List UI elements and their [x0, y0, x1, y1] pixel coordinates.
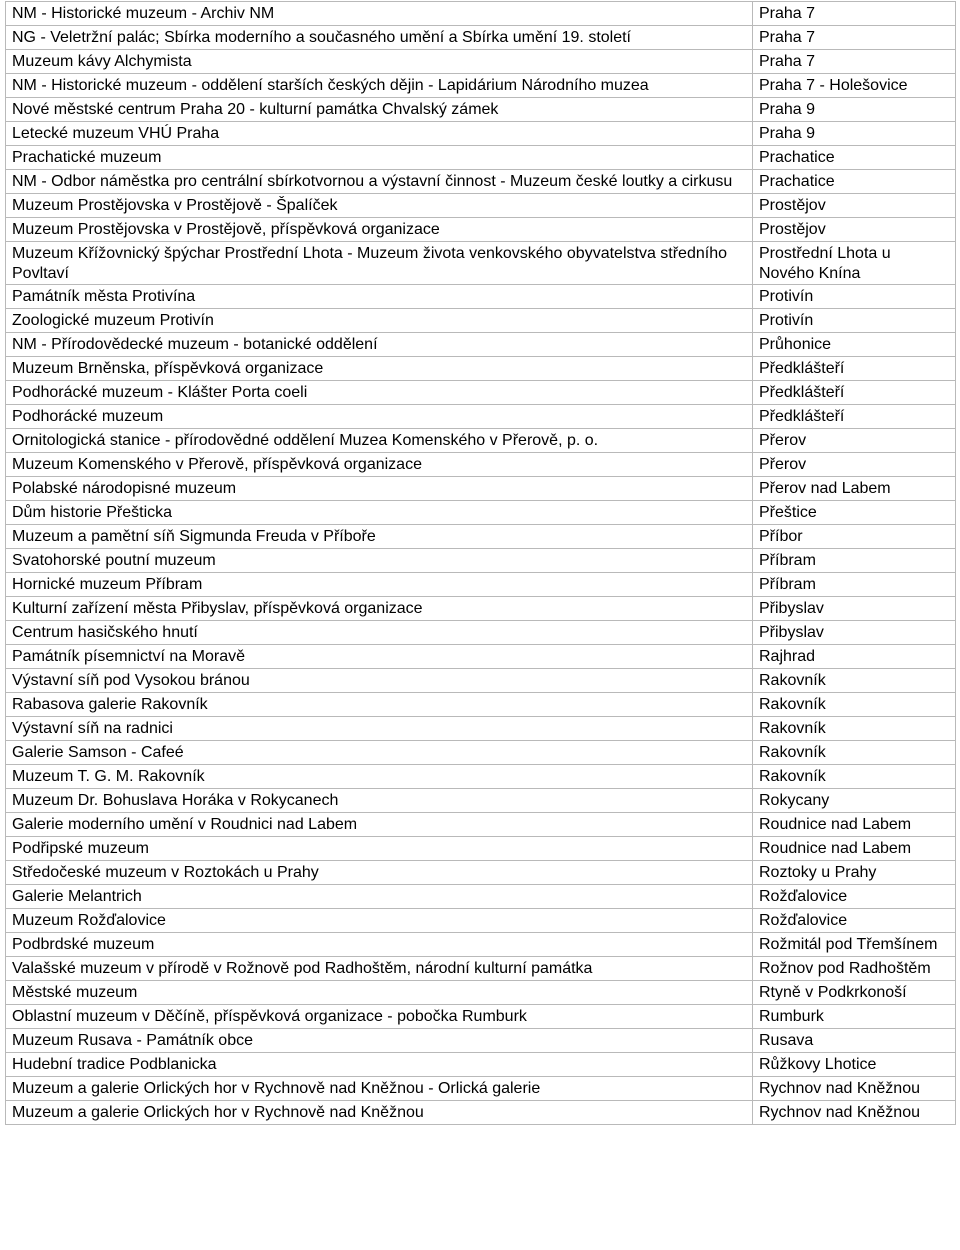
table-row: [6, 50, 956, 74]
museum-place-cell: Přibyslav: [753, 621, 956, 645]
table-row: [6, 381, 956, 405]
museum-place-cell: Praha 7: [753, 26, 956, 50]
museum-place-cell: Rumburk: [753, 1005, 956, 1029]
museum-name-cell: Prachatické muzeum: [6, 146, 753, 170]
museum-place-cell: Průhonice: [753, 333, 956, 357]
museum-name-cell: Muzeum Prostějovska v Prostějově - Špalíček: [6, 194, 753, 218]
museum-place-cell: Rožmitál pod Třemšínem: [753, 933, 956, 957]
museum-name-cell: Městské muzeum: [6, 981, 753, 1005]
table-row: [6, 1005, 956, 1029]
museum-name-cell: Podhorácké muzeum - Klášter Porta coeli: [6, 381, 753, 405]
museum-name-cell: Dům historie Přešticka: [6, 501, 753, 525]
museum-place-cell: Protivín: [753, 309, 956, 333]
museum-place-cell: Praha 9: [753, 98, 956, 122]
table-row: [6, 621, 956, 645]
museum-place-cell: Rakovník: [753, 765, 956, 789]
table-row: [6, 146, 956, 170]
museum-name-cell: Výstavní síň pod Vysokou bránou: [6, 669, 753, 693]
museum-name-cell: Oblastní muzeum v Děčíně, příspěvková organizace - pobočka Rumburk: [6, 1005, 753, 1029]
museum-place-cell: Roztoky u Prahy: [753, 861, 956, 885]
table-row: [6, 453, 956, 477]
museum-place-cell: Prostějov: [753, 194, 956, 218]
museum-table-body: [6, 2, 956, 1125]
museum-name-cell: Muzeum kávy Alchymista: [6, 50, 753, 74]
museum-place-cell: Rychnov nad Kněžnou: [753, 1077, 956, 1101]
museum-name-cell: Muzeum a pamětní síň Sigmunda Freuda v Příboře: [6, 525, 753, 549]
museum-name-cell: Svatohorské poutní muzeum: [6, 549, 753, 573]
museum-name-cell: Muzeum Prostějovska v Prostějově, příspěvková organizace: [6, 218, 753, 242]
museum-name-cell: Zoologické muzeum Protivín: [6, 309, 753, 333]
museum-place-cell: Přeštice: [753, 501, 956, 525]
table-row: [6, 2, 956, 26]
museum-name-cell: NM - Historické muzeum - Archiv NM: [6, 2, 753, 26]
museum-place-cell: Prostějov: [753, 218, 956, 242]
museum-name-cell: Muzeum Rusava - Památník obce: [6, 1029, 753, 1053]
museum-name-cell: NG - Veletržní palác; Sbírka moderního a současného umění a Sbírka umění 19. století: [6, 26, 753, 50]
museum-place-cell: Přibyslav: [753, 597, 956, 621]
museum-name-cell: Středočeské muzeum v Roztokách u Prahy: [6, 861, 753, 885]
museum-place-cell: Praha 7: [753, 50, 956, 74]
table-row: [6, 122, 956, 146]
table-row: [6, 645, 956, 669]
museum-place-cell: Prachatice: [753, 146, 956, 170]
museum-place-cell: Rakovník: [753, 741, 956, 765]
museum-name-cell: Podřipské muzeum: [6, 837, 753, 861]
table-row: [6, 1101, 956, 1125]
museum-name-cell: Muzeum Rožďalovice: [6, 909, 753, 933]
table-row: [6, 429, 956, 453]
museum-name-cell: Galerie Samson - Cafeé: [6, 741, 753, 765]
museum-place-cell: Rakovník: [753, 669, 956, 693]
museum-name-cell: Výstavní síň na radnici: [6, 717, 753, 741]
table-row: [6, 693, 956, 717]
museum-name-cell: Muzeum Komenského v Přerově, příspěvková organizace: [6, 453, 753, 477]
museum-name-cell: Památník města Protivína: [6, 285, 753, 309]
table-row: [6, 669, 956, 693]
museum-place-cell: Roudnice nad Labem: [753, 813, 956, 837]
table-row: [6, 170, 956, 194]
museum-name-cell: Podbrdské muzeum: [6, 933, 753, 957]
museum-name-cell: Muzeum Dr. Bohuslava Horáka v Rokycanech: [6, 789, 753, 813]
table-row: [6, 933, 956, 957]
table-row: [6, 717, 956, 741]
museum-place-cell: Předklášteří: [753, 381, 956, 405]
table-row: [6, 74, 956, 98]
table-row: [6, 981, 956, 1005]
museum-name-cell: Valašské muzeum v přírodě v Rožnově pod Radhoštěm, národní kulturní památka: [6, 957, 753, 981]
table-row: [6, 501, 956, 525]
table-row: [6, 765, 956, 789]
museum-name-cell: Galerie Melantrich: [6, 885, 753, 909]
table-row: [6, 98, 956, 122]
table-row: [6, 333, 956, 357]
museum-place-cell: Prachatice: [753, 170, 956, 194]
museum-place-cell: Rychnov nad Kněžnou: [753, 1101, 956, 1125]
museum-place-cell: Rožďalovice: [753, 885, 956, 909]
table-row: [6, 837, 956, 861]
museum-place-cell: Přerov: [753, 453, 956, 477]
table-row: [6, 477, 956, 501]
museum-name-cell: Hudební tradice Podblanicka: [6, 1053, 753, 1077]
museum-name-cell: Muzeum a galerie Orlických hor v Rychnově nad Kněžnou - Orlická galerie: [6, 1077, 753, 1101]
museum-name-cell: Galerie moderního umění v Roudnici nad Labem: [6, 813, 753, 837]
museum-place-cell: Rakovník: [753, 717, 956, 741]
museum-place-cell: Praha 9: [753, 122, 956, 146]
museum-place-cell: Příbram: [753, 549, 956, 573]
museum-name-cell: Muzeum Křížovnický špýchar Prostřední Lhota - Muzeum života venkovského obyvatelstva středního Povltaví: [6, 242, 753, 285]
museum-name-cell: Podhorácké muzeum: [6, 405, 753, 429]
museum-place-cell: Růžkovy Lhotice: [753, 1053, 956, 1077]
table-row: [6, 285, 956, 309]
table-row: [6, 549, 956, 573]
museum-place-cell: Předklášteří: [753, 357, 956, 381]
museum-name-cell: NM - Přírodovědecké muzeum - botanické oddělení: [6, 333, 753, 357]
museum-name-cell: NM - Odbor náměstka pro centrální sbírkotvornou a výstavní činnost - Muzeum české loutky a cirkusu: [6, 170, 753, 194]
museum-place-cell: Prostřední Lhota u Nového Knína: [753, 242, 956, 285]
museum-name-cell: Památník písemnictví na Moravě: [6, 645, 753, 669]
table-row: [6, 405, 956, 429]
museum-place-cell: Rajhrad: [753, 645, 956, 669]
museum-place-cell: Rožnov pod Radhoštěm: [753, 957, 956, 981]
museum-name-cell: Polabské národopisné muzeum: [6, 477, 753, 501]
museum-place-cell: Přerov: [753, 429, 956, 453]
museum-name-cell: Nové městské centrum Praha 20 - kulturní památka Chvalský zámek: [6, 98, 753, 122]
museum-name-cell: Kulturní zařízení města Přibyslav, příspěvková organizace: [6, 597, 753, 621]
table-row: [6, 789, 956, 813]
museum-table: [5, 1, 956, 1125]
museum-place-cell: Rokycany: [753, 789, 956, 813]
museum-name-cell: Muzeum a galerie Orlických hor v Rychnově nad Kněžnou: [6, 1101, 753, 1125]
museum-place-cell: Protivín: [753, 285, 956, 309]
museum-place-cell: Přerov nad Labem: [753, 477, 956, 501]
table-row: [6, 885, 956, 909]
museum-place-cell: Rakovník: [753, 693, 956, 717]
museum-name-cell: NM - Historické muzeum - oddělení starších českých dějin - Lapidárium Národního muzea: [6, 74, 753, 98]
museum-name-cell: Centrum hasičského hnutí: [6, 621, 753, 645]
museum-place-cell: Roudnice nad Labem: [753, 837, 956, 861]
museum-place-cell: Předklášteří: [753, 405, 956, 429]
museum-name-cell: Ornitologická stanice - přírodovědné oddělení Muzea Komenského v Přerově, p. o.: [6, 429, 753, 453]
table-row: [6, 242, 956, 285]
museum-name-cell: Rabasova galerie Rakovník: [6, 693, 753, 717]
table-row: [6, 861, 956, 885]
table-row: [6, 957, 956, 981]
table-row: [6, 909, 956, 933]
museum-name-cell: Letecké muzeum VHÚ Praha: [6, 122, 753, 146]
table-row: [6, 218, 956, 242]
table-row: [6, 813, 956, 837]
museum-place-cell: Příbram: [753, 573, 956, 597]
museum-place-cell: Rusava: [753, 1029, 956, 1053]
museum-name-cell: Muzeum T. G. M. Rakovník: [6, 765, 753, 789]
table-row: [6, 573, 956, 597]
table-row: [6, 194, 956, 218]
museum-name-cell: Muzeum Brněnska, příspěvková organizace: [6, 357, 753, 381]
museum-place-cell: Praha 7: [753, 2, 956, 26]
table-row: [6, 309, 956, 333]
museum-name-cell: Hornické muzeum Příbram: [6, 573, 753, 597]
table-row: [6, 26, 956, 50]
table-row: [6, 1053, 956, 1077]
table-row: [6, 357, 956, 381]
table-row: [6, 597, 956, 621]
museum-place-cell: Praha 7 - Holešovice: [753, 74, 956, 98]
table-row: [6, 1029, 956, 1053]
table-row: [6, 525, 956, 549]
museum-place-cell: Rožďalovice: [753, 909, 956, 933]
museum-place-cell: Příbor: [753, 525, 956, 549]
table-row: [6, 741, 956, 765]
table-row: [6, 1077, 956, 1101]
museum-place-cell: Rtyně v Podkrkonoší: [753, 981, 956, 1005]
